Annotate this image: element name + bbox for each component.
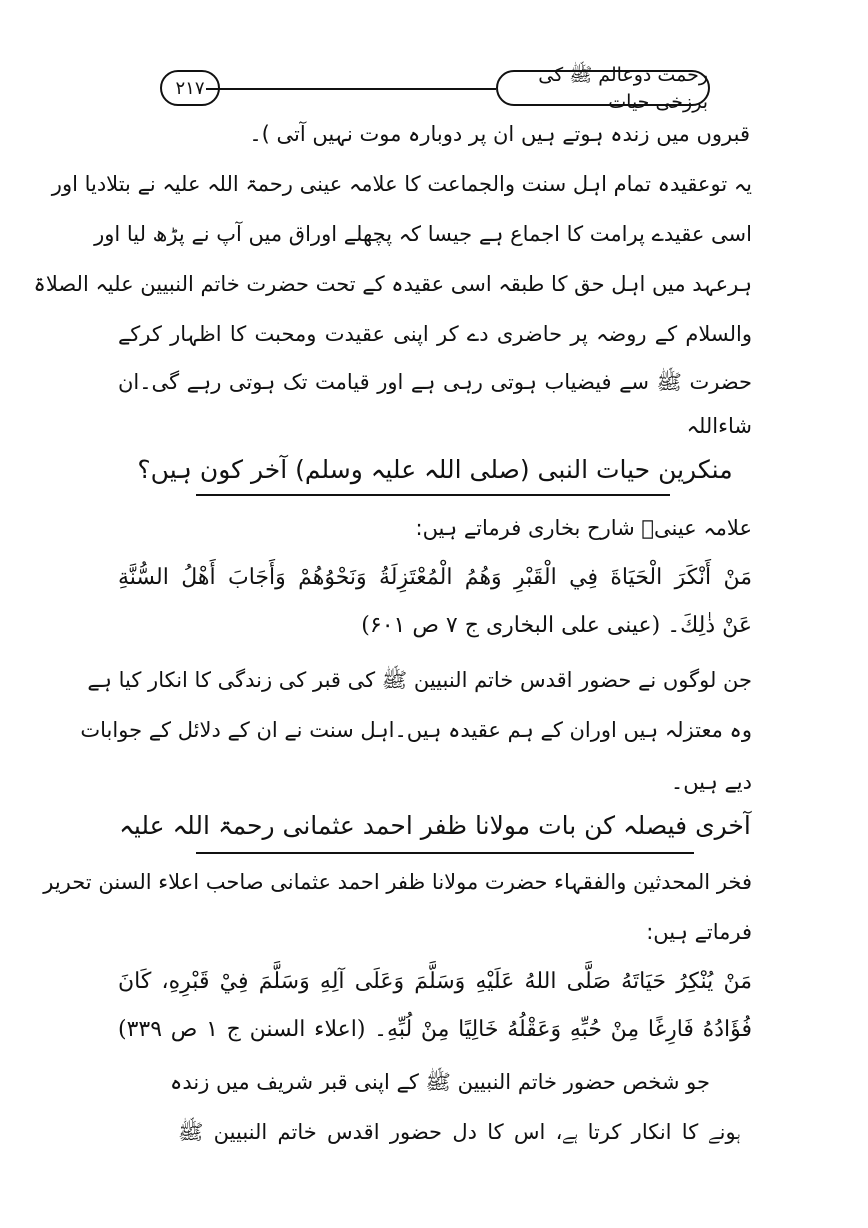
running-header-text: رحمت دوعالم ﷺ کی برزخی حیات xyxy=(538,64,708,113)
heading-underline xyxy=(196,494,670,496)
body-line: فخر المحدثین والفقہاء حضرت مولانا ظفر احمد عثمانی صاحب اعلاء السنن تحریر xyxy=(43,870,752,894)
body-line: دیے ہیں۔ xyxy=(670,770,752,794)
arabic-quote-line: مَنْ يُنْكِرُ حَيَاتَهُ صَلَّى اللهُ عَلَيْهِ وَسَلَّمَ وَعَلَى آلِهِ وَسَلَّمَ فِيْ قَبْرِهِ، كَانَ xyxy=(118,969,752,994)
body-line: قبروں میں زندہ ہوتے ہیں ان پر دوبارہ موت نہیں آتی )۔ xyxy=(249,122,750,146)
body-line: والسلام کے روضہ پر حاضری دے کر اپنی عقیدت ومحبت کا اظہار کرکے xyxy=(118,322,752,346)
body-line: فرماتے ہیں: xyxy=(646,920,752,944)
body-line: یہ توعقیدہ تمام اہل سنت والجماعت کا علامہ عینی رحمۃ اللہ علیہ نے بتلادیا اور xyxy=(51,172,752,196)
body-line: ہونے کا انکار کرتا ہے، اس کا دل حضور اقدس خاتم النبیین ﷺ xyxy=(178,1120,740,1144)
body-line: ہرعہد میں اہل حق کا طبقہ اسی عقیدہ کے تحت حضرت خاتم النبیین علیہ الصلاۃ xyxy=(33,272,752,296)
arabic-quote-line: عَنْ ذٰلِكَ۔ (عینی علی البخاری ج ۷ ص ۶۰۱) xyxy=(361,613,752,638)
arabic-quote-line: فُؤَادُهُ فَارِغًا مِنْ حُبِّهِ وَعَقْلُهُ خَالِيًا مِنْ لُبِّهِ۔ (اعلاء السنن ج ۱ ص ۳۳۹) xyxy=(118,1017,752,1042)
section-heading: آخری فیصلہ کن بات مولانا ظفر احمد عثمانی رحمۃ اللہ علیہ xyxy=(119,811,751,840)
body-line: حضرت ﷺ سے فیضیاب ہوتی رہی ہے اور قیامت تک ہوتی رہے گی۔ان xyxy=(118,370,752,394)
body-line: شاءاللہ xyxy=(686,414,752,438)
body-line: جو شخص حضور خاتم النبیین ﷺ کے اپنی قبر شریف میں زندہ xyxy=(170,1070,710,1094)
section-heading: منکرین حیات النبی (صلی اللہ علیہ وسلم) آخر کون ہیں؟ xyxy=(137,455,733,484)
arabic-quote-line: مَنْ أَنْكَرَ الْحَيَاةَ فِي الْقَبْرِ وَهُمُ الْمُعْتَزِلَةُ وَنَحْوُهُمْ وَأَجَابَ أَهْلُ السُّنَّةِ xyxy=(118,565,752,590)
body-line: علامہ عینیؒ شارح بخاری فرماتے ہیں: xyxy=(415,516,752,540)
page-number: ۲۱۷ xyxy=(175,77,205,99)
body-line: وہ معتزلہ ہیں اوران کے ہم عقیدہ ہیں۔اہل سنت نے ان کے دلائل کے جوابات xyxy=(80,718,752,742)
body-line: جن لوگوں نے حضور اقدس خاتم النبیین ﷺ کی قبر کی زندگی کا انکار کیا ہے xyxy=(87,668,752,692)
body-line: اسی عقیدے پرامت کا اجماع ہے جیسا کہ پچھلے اوراق میں آپ نے پڑھ لیا اور xyxy=(94,222,752,246)
heading-underline xyxy=(196,852,694,854)
running-header-title xyxy=(496,64,710,113)
page-number-badge xyxy=(160,70,220,106)
header-rule xyxy=(206,88,496,90)
